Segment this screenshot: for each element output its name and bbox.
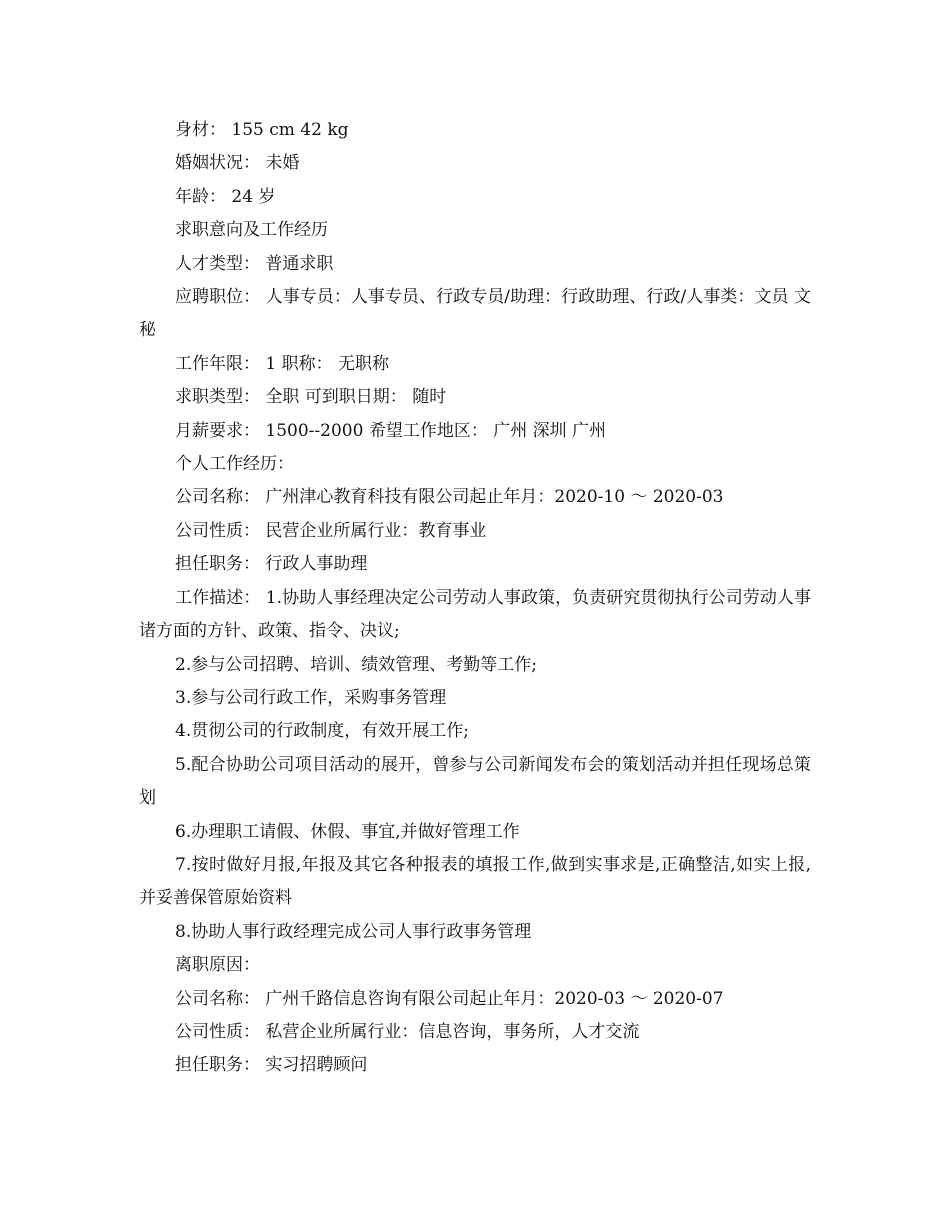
section-heading-work-history: 个人工作经历： bbox=[175, 454, 294, 475]
leaving-reason-line: 离职原因： bbox=[175, 955, 260, 976]
work-years-line: 工作年限： 1 职称： 无职称 bbox=[175, 353, 390, 374]
salary-line: 月薪要求： 1500--2000 希望工作地区： 广州 深圳 广州 bbox=[175, 420, 607, 441]
duty-item-3: 3.参与公司行政工作，采购事务管理 bbox=[175, 687, 447, 708]
applied-position-line: 应聘职位： 人事专员：人事专员、行政专员/助理：行政助理、行政/人事类：文员 文秘 bbox=[139, 287, 811, 341]
marital-status-line: 婚姻状况： 未婚 bbox=[175, 153, 300, 174]
duty-item-2: 2.参与公司招聘、培训、绩效管理、考勤等工作; bbox=[175, 654, 537, 675]
duty-item-7: 7.按时做好月报,年报及其它各种报表的填报工作,做到实事求是,正确整洁,如实上报,并妥善保管原始资料 bbox=[139, 854, 811, 909]
talent-type-line: 人才类型： 普通求职 bbox=[175, 253, 334, 274]
company-1-nature-line: 公司性质： 民营企业所属行业：教育事业 bbox=[175, 520, 487, 541]
document-page bbox=[139, 114, 811, 1083]
duty-item-4: 4.贯彻公司的行政制度，有效开展工作; bbox=[175, 721, 469, 742]
age-line: 年龄： 24 岁 bbox=[175, 186, 276, 207]
company-2-role-line: 担任职务： 实习招聘顾问 bbox=[175, 1055, 368, 1076]
section-heading-job-intent: 求职意向及工作经历 bbox=[175, 220, 328, 241]
company-1-role-line: 担任职务： 行政人事助理 bbox=[175, 554, 368, 575]
company-2-name-line: 公司名称： 广州千路信息咨询有限公司起止年月：2020-03 ～ 2020-07 bbox=[175, 988, 724, 1009]
duty-item-8: 8.协助人事行政经理完成公司人事行政事务管理 bbox=[175, 921, 532, 942]
duty-item-6: 6.办理职工请假、休假、事宜,并做好管理工作 bbox=[175, 821, 520, 842]
company-2-nature-line: 公司性质： 私营企业所属行业：信息咨询，事务所，人才交流 bbox=[175, 1021, 640, 1042]
job-type-line: 求职类型： 全职 可到职日期： 随时 bbox=[175, 387, 447, 408]
height-weight-line: 身材： 155 cm 42 kg bbox=[175, 120, 349, 140]
duty-item-5: 5.配合协助公司项目活动的展开，曾参与公司新闻发布会的策划活动并担任现场总策划 bbox=[139, 754, 811, 809]
company-1-description-line: 工作描述： 1.协助人事经理决定公司劳动人事政策，负责研究贯彻执行公司劳动人事诸方面的方针、政策、指令、决议; bbox=[139, 587, 811, 642]
company-1-name-line: 公司名称： 广州津心教育科技有限公司起止年月：2020-10 ～ 2020-03 bbox=[175, 487, 724, 508]
